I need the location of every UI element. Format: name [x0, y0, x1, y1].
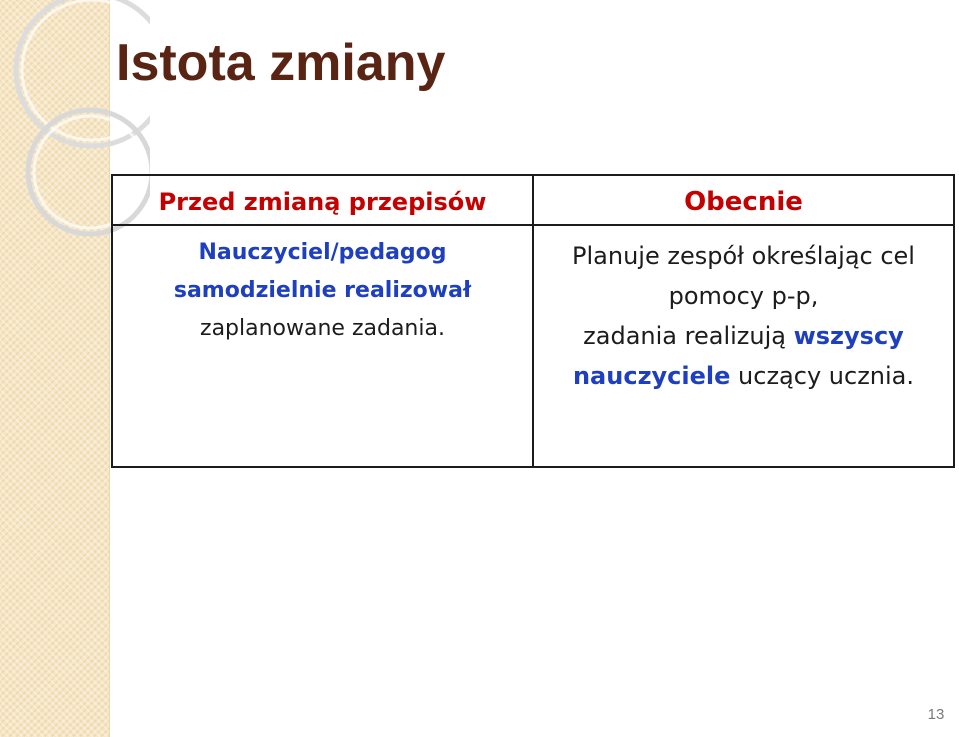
header-now: Obecnie	[684, 187, 803, 217]
now-line-3-emphasis: wszyscy	[793, 322, 904, 350]
header-before: Przed zmianą przepisów	[158, 188, 487, 216]
before-line-3: zaplanowane zadania.	[200, 316, 445, 341]
now-line-3-prefix: zadania realizują	[583, 322, 794, 350]
page-number: 13	[927, 706, 945, 723]
column-now	[534, 176, 953, 466]
now-line-4-suffix: uczący ucznia.	[730, 362, 915, 390]
before-line-1: Nauczyciel/pedagog	[198, 240, 447, 265]
now-line-3	[534, 316, 953, 356]
before-line-2: samodzielnie realizował	[173, 278, 472, 303]
now-line-2: pomocy p-p,	[668, 282, 819, 310]
column-before	[113, 176, 534, 466]
slide-title: Istota zmiany	[116, 34, 446, 92]
now-line-4	[534, 356, 953, 396]
now-line-4-emphasis: nauczyciele	[572, 362, 731, 390]
comparison-table	[111, 174, 955, 468]
now-line-1: Planuje zespół określając cel	[572, 242, 915, 270]
now-description	[534, 226, 953, 396]
before-description	[113, 226, 532, 348]
decorative-side-band	[0, 0, 110, 737]
